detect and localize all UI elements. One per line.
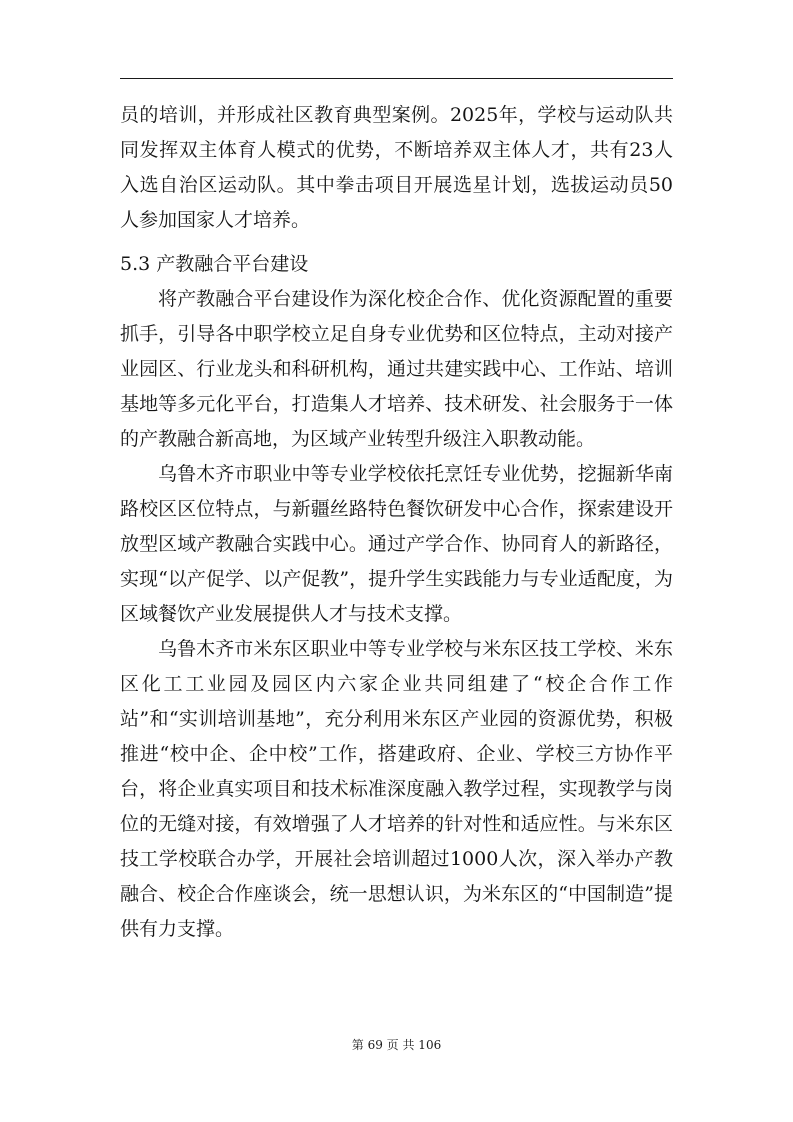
- page-number-footer: 第 69 页 共 106: [351, 1038, 442, 1052]
- paragraph-midong-vocational-school: 乌鲁木齐市米东区职业中等专业学校与米东区技工学校、米东区化工工业园及园区内六家企业共同组建了“校企合作工作站”和“实训培训基地”，充分利用米东区产业园的资源优势，积极推进“校中企、企中校”工作，搭建政府、企业、学校三方协作平台，将企业真实项目和技术标准深度融入教学过程，实现教学与岗位的无缝对接，有效增强了人才培养的针对性和适应性。与米东区技工学校联合办学，开展社会培训超过1000人次，深入举办产教融合、校企合作座谈会，统一思想认识，为米东区的“中国制造”提供有力支撑。: [120, 638, 673, 940]
- header-divider: [120, 78, 673, 79]
- continuation-paragraph: 员的培训，并形成社区教育典型案例。2025年，学校与运动队共同发挥双主体育人模式的优势，不断培养双主体人才，共有23人入选自治区运动队。其中拳击项目开展选星计划，选拔运动员50人参加国家人才培养。: [120, 104, 673, 231]
- body-text: [120, 98, 673, 947]
- paragraph-urumqi-vocational-school: 乌鲁木齐市职业中等专业学校依托烹饪专业优势，挖掘新华南路校区区位特点，与新疆丝路特色餐饮研发中心合作，探索建设开放型区域产教融合实践中心。通过产学合作、协同育人的新路径，实现“以产促学、以产促教”，提升学生实践能力与专业适配度，为区域餐饮产业发展提供人才与技术支撑。: [120, 463, 673, 625]
- paragraph-platform-building: 将产教融合平台建设作为深化校企合作、优化资源配置的重要抓手，引导各中职学校立足自身专业优势和区位特点，主动对接产业园区、行业龙头和科研机构，通过共建实践中心、工作站、培训基地等多元化平台，打造集人才培养、技术研发、社会服务于一体的产教融合新高地，为区域产业转型升级注入职教动能。: [120, 288, 673, 450]
- section-heading: 5.3 产教融合平台建设: [120, 253, 309, 275]
